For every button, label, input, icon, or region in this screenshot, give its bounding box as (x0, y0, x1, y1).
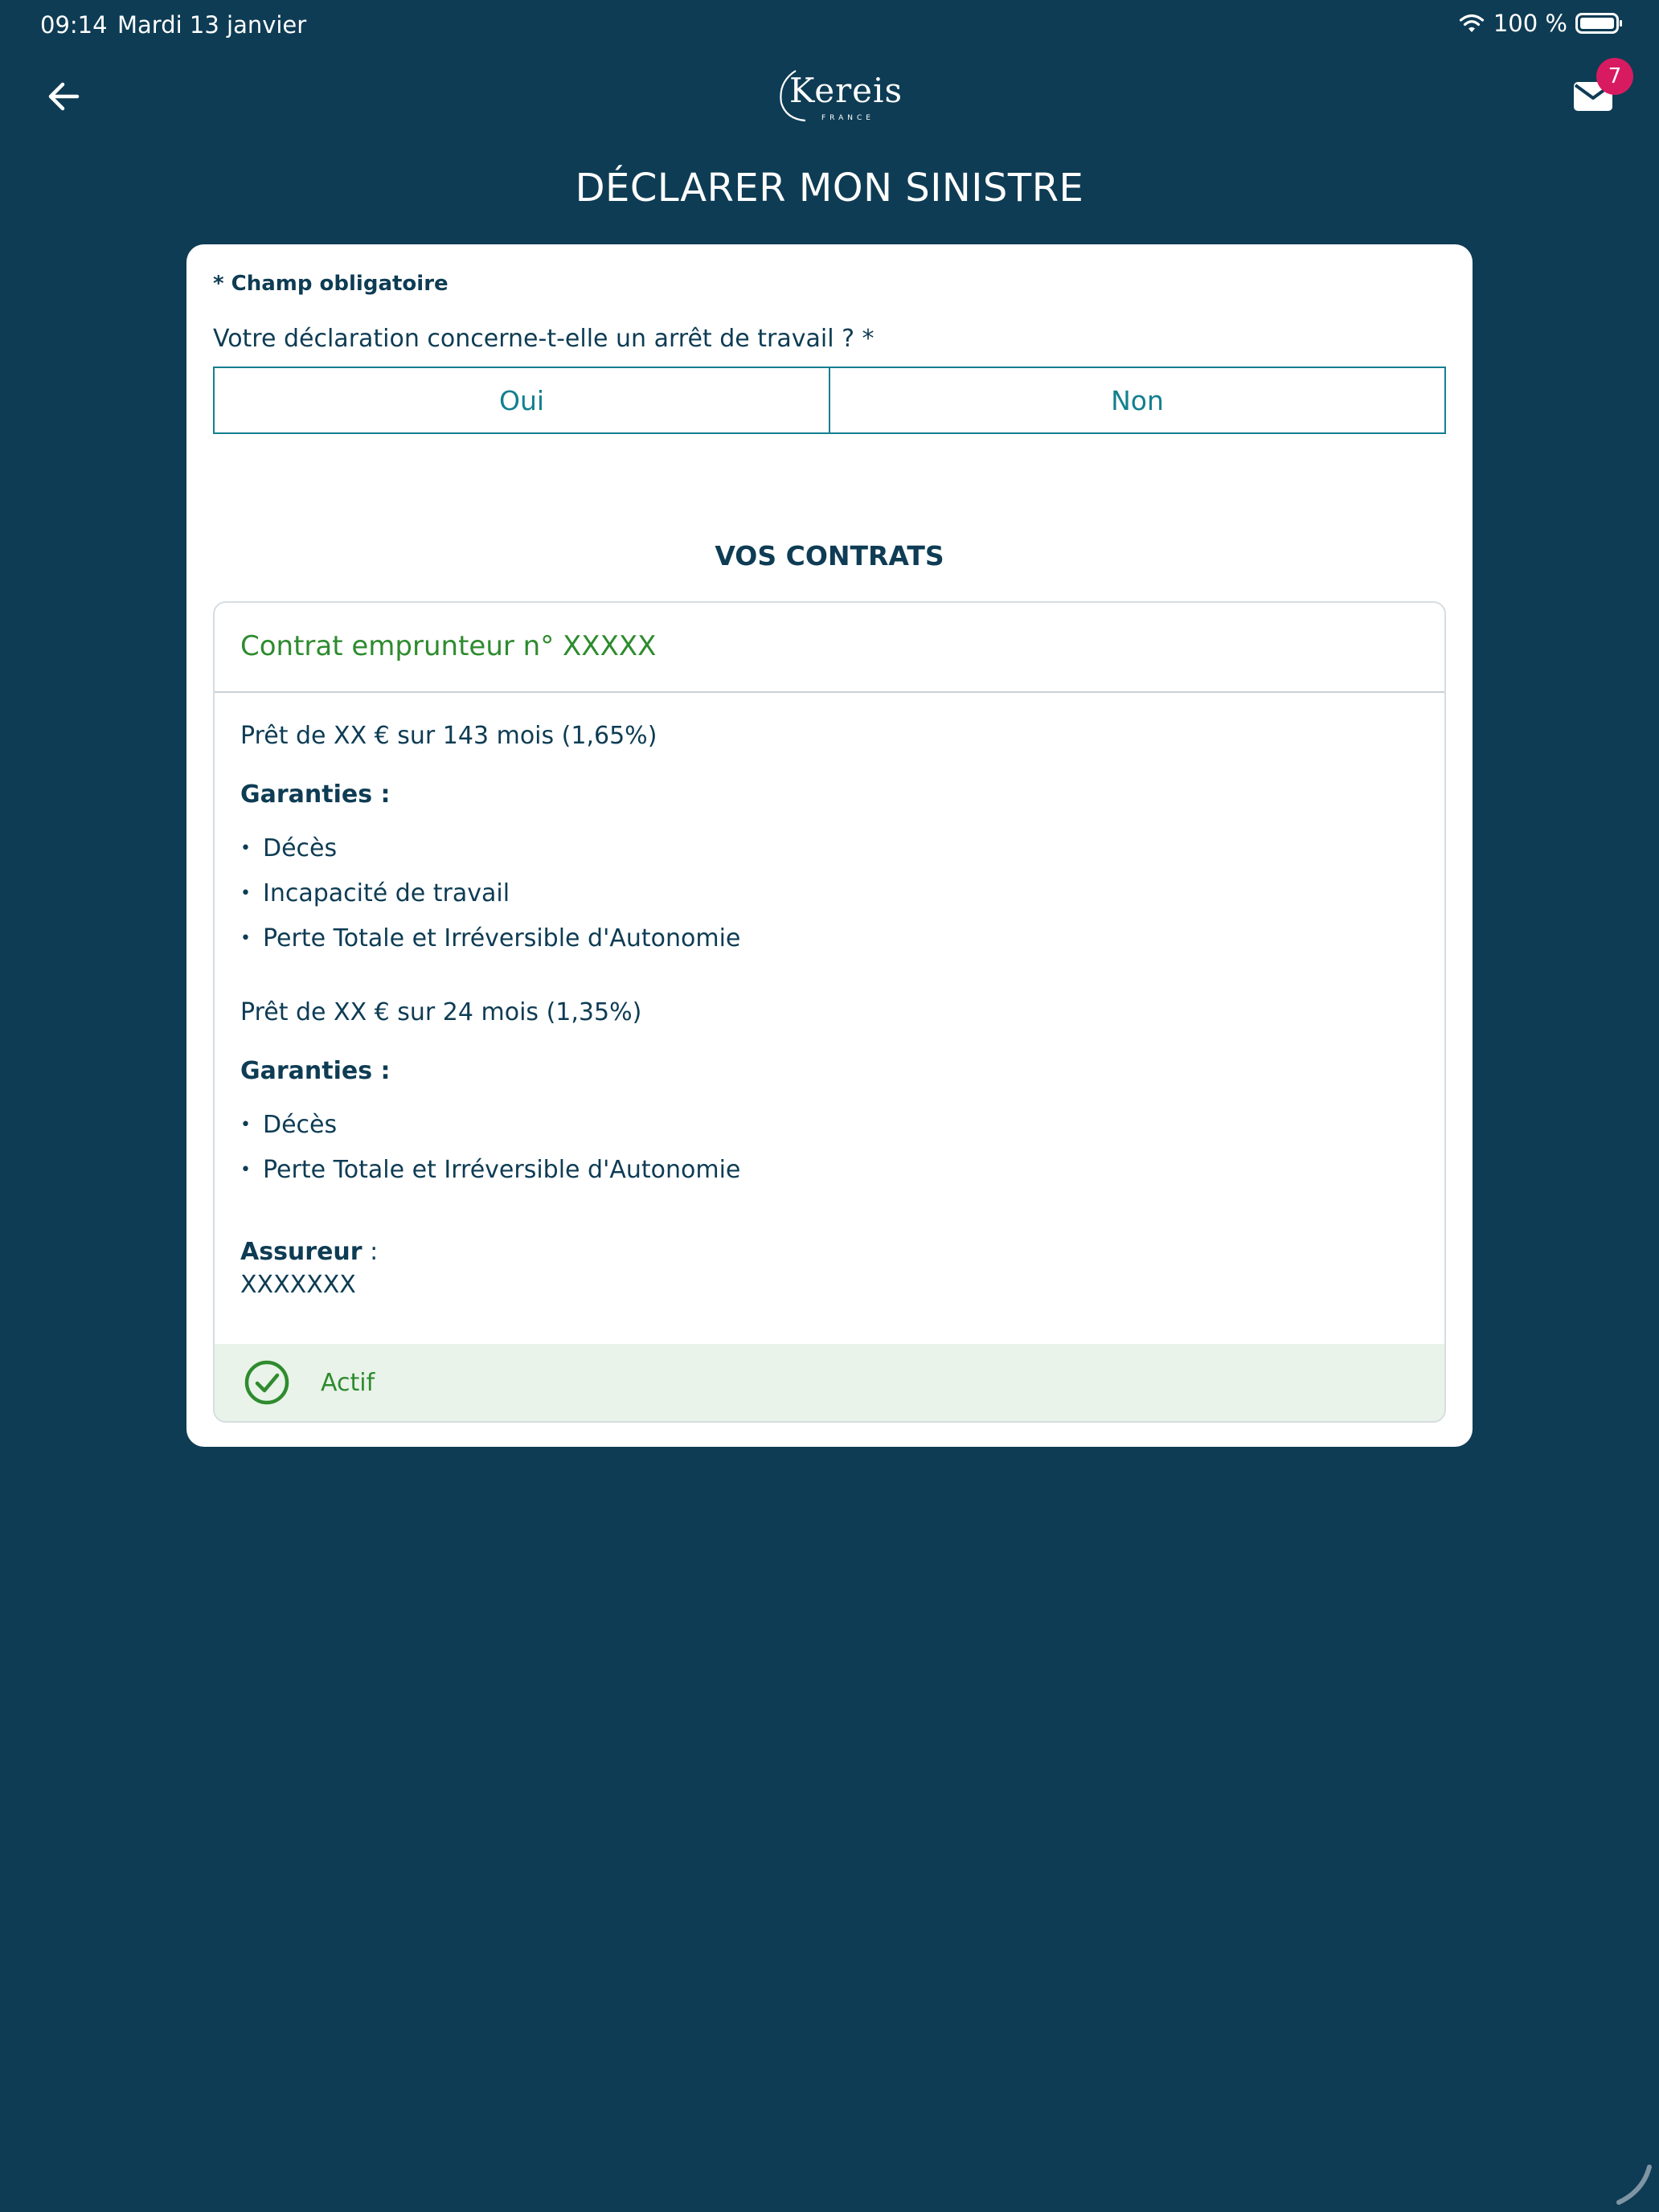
logo-subtext: FRANCE (821, 114, 875, 122)
insurer-label (240, 1238, 1420, 1266)
wifi-icon (1458, 13, 1485, 34)
guarantees-list (240, 1103, 1420, 1193)
list-item: • Incapacité de travail (240, 871, 1420, 916)
yes-no-toggle (213, 367, 1446, 434)
option-oui-button[interactable]: Oui (498, 384, 545, 416)
status-badge: Actif (321, 1368, 375, 1397)
option-non-button[interactable]: Non (829, 368, 1444, 432)
guarantees-label: Garanties : (240, 1057, 391, 1085)
scroll-indicator-icon (1611, 2162, 1656, 2207)
declaration-card (186, 244, 1473, 1447)
contracts-section-title: VOS CONTRATS (715, 540, 944, 571)
guarantees-list (240, 826, 1420, 961)
loan-description: Prêt de XX € sur 24 mois (1,35%) (240, 998, 642, 1026)
notification-badge: 7 (1596, 58, 1633, 95)
insurer-label-suffix: : (362, 1238, 379, 1266)
list-item: • Perte Totale et Irréversible d'Autonomie (240, 1148, 1420, 1193)
list-item: • Décès (240, 826, 1420, 871)
status-time: 09:14 (40, 11, 108, 39)
back-button[interactable] (42, 74, 87, 119)
list-item: • Décès (240, 1103, 1420, 1148)
logo-text: Kereis (789, 71, 903, 110)
insurer-value: XXXXXXX (240, 1271, 356, 1299)
status-indicators (1458, 10, 1619, 37)
contract-status-bar (215, 1344, 1444, 1421)
battery-icon (1575, 13, 1619, 34)
battery-percentage: 100 % (1493, 10, 1567, 37)
check-circle-icon (244, 1359, 290, 1406)
loan-description: Prêt de XX € sur 143 mois (1,65%) (240, 722, 657, 750)
contract-title: Contrat emprunteur n° XXXXX (240, 630, 657, 662)
list-item: • Perte Totale et Irréversible d'Autonomie (240, 916, 1420, 961)
insurer-label-text: Assureur (240, 1238, 363, 1266)
page-title: DÉCLARER MON SINISTRE (575, 166, 1084, 211)
contract-card (213, 601, 1446, 1423)
work-stoppage-question: Votre déclaration concerne-t-elle un arrêt de travail ? * (213, 325, 875, 353)
contract-header (215, 603, 1444, 693)
kereis-logo (772, 66, 903, 130)
contract-body (240, 691, 1420, 1299)
guarantees-label: Garanties : (240, 780, 391, 809)
status-date: Mardi 13 janvier (117, 11, 307, 39)
required-field-note: * Champ obligatoire (213, 272, 449, 296)
